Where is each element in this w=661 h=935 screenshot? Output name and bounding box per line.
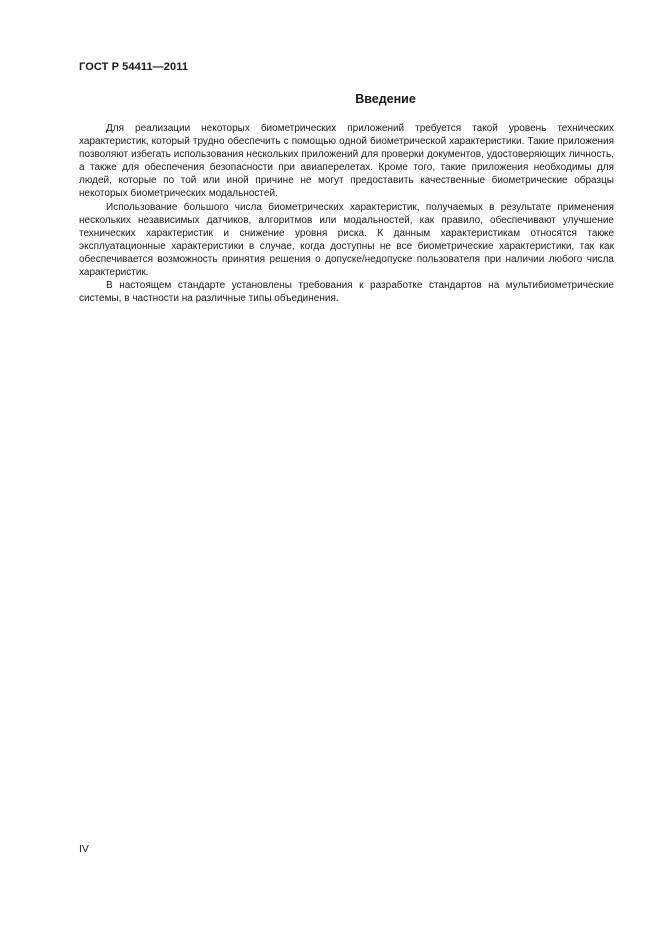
paragraph-3: В настоящем стандарте установлены требования к разработке стандартов на мультибиометрические системы, в частности на различные типы объединения. <box>79 280 614 305</box>
introduction-body <box>79 122 614 305</box>
page-number: IV <box>79 843 89 855</box>
standard-header: ГОСТ Р 54411—2011 <box>79 61 189 73</box>
paragraph-1: Для реализации некоторых биометрических приложений требуется такой уровень технических характеристик, который трудно обеспечить с помощью одной биометрической характеристики. Такие приложения позволяют избегать использования нескольких приложений для проверки документов, удостоверяющих личность, а также для обеспечения безопасности при авиаперелетах. Кроме того, такие приложения необходимы для людей, которые по той или иной причине не могут предоставить качественные биометрические образцы некоторых биометрических модальностей. <box>79 123 614 200</box>
section-title: Введение <box>355 92 416 106</box>
paragraph-2: Использование большого числа биометрических характеристик, получаемых в результате применения нескольких независимых датчиков, алгоритмов или модальностей, как правило, обеспечивают улучшение технических характеристик и снижение уровня риска. К данным характеристикам относятся также эксплуатационные характеристики в случае, когда доступны не все биометрические характеристики, так как обеспечивается возможность принятия решения о допуске/недопуске пользователя при наличии любого числа характеристик. <box>79 201 614 279</box>
